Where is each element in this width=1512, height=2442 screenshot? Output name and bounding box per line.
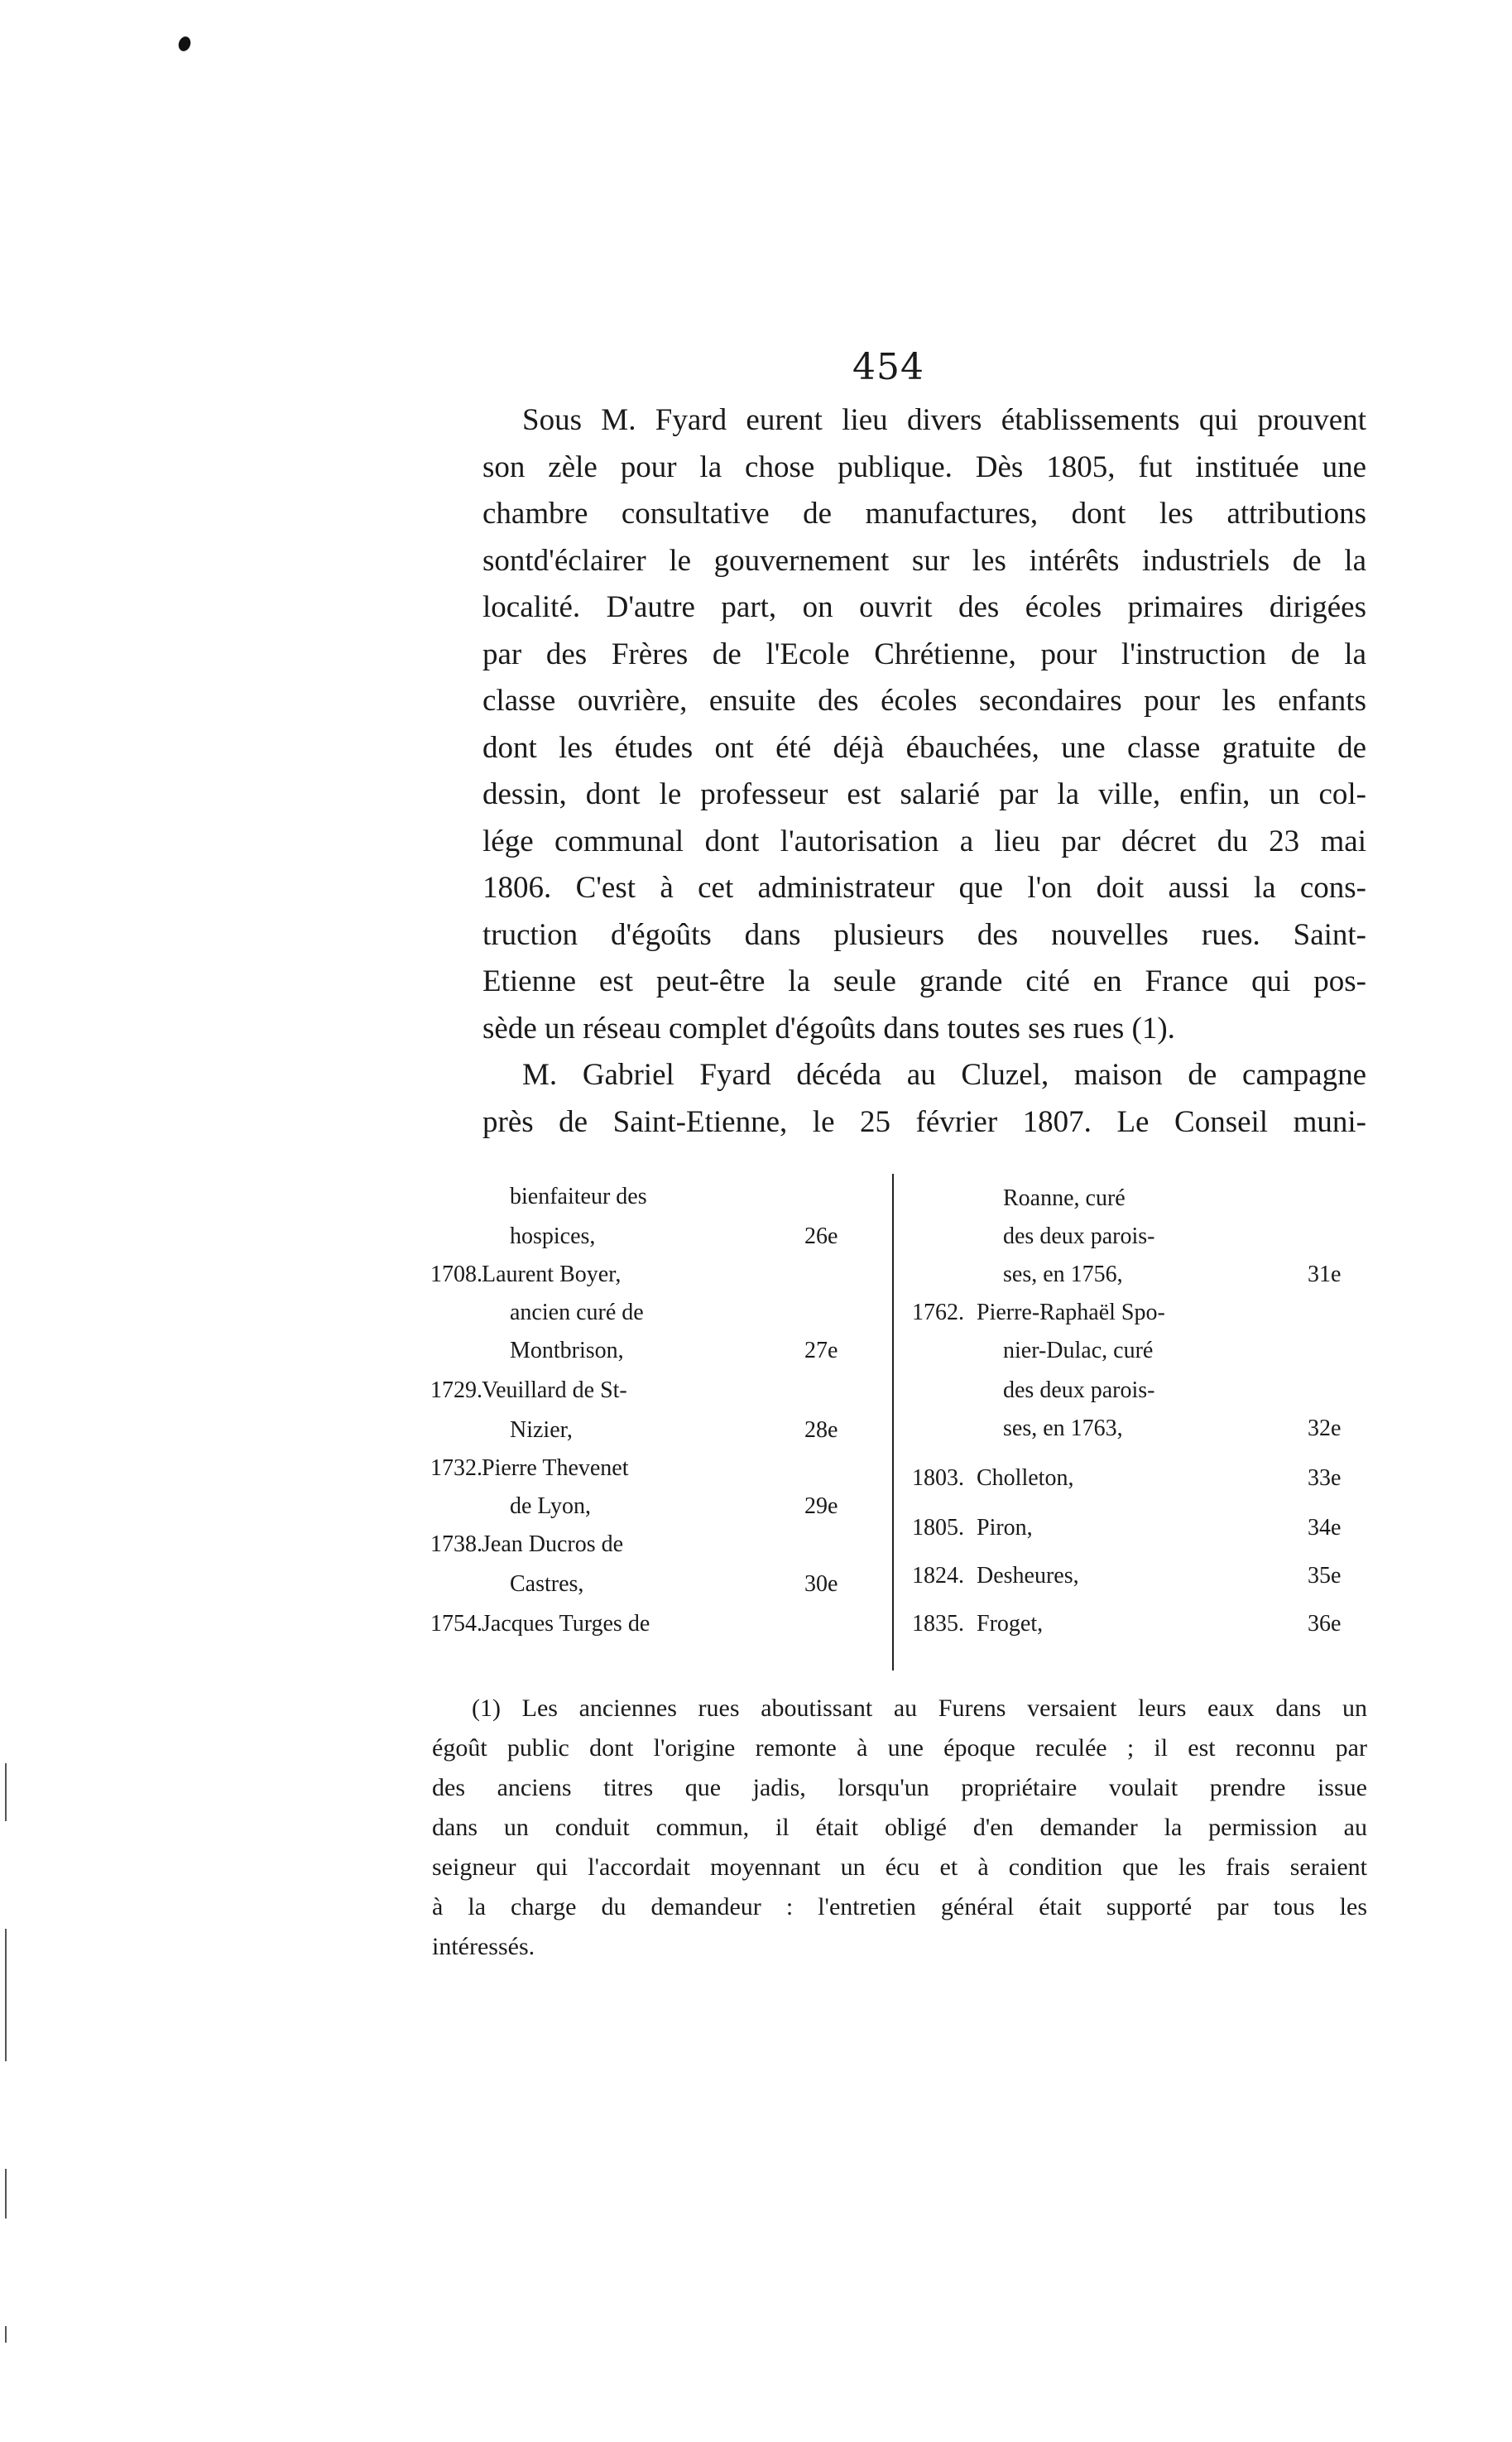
body-line: classe ouvrière, ensuite des écoles secondaires pour les enfants [482,684,1366,718]
body-line: 1806. C'est à cet administrateur que l'on doit aussi la cons- [482,871,1366,905]
entry-text: Desheures, [977,1563,1079,1589]
footnote-line: dans un conduit commun, il était obligé d'en demander la permission au [432,1814,1367,1841]
entry-rank: 32e [1308,1416,1342,1441]
footnote-line: égoût public dont l'origine remonte à une époque reculée ; il est reconnu par [432,1734,1367,1762]
footnote-line: à la charge du demandeur : l'entretien général était supporté par tous les [432,1893,1367,1920]
entry-rank: 27e [804,1338,838,1363]
body-line: son zèle pour la chose publique. Dès 1805, fut instituée une [482,449,1366,484]
body-line: lége communal dont l'autorisation a lieu par décret du 23 mai [482,824,1366,858]
entry-year: 1754. [430,1611,482,1637]
entry-rank: 26e [804,1223,838,1249]
body-line: près de Saint-Etienne, le 25 février 1807. Le Conseil muni- [482,1104,1366,1139]
entry-text: Montbrison, [510,1338,624,1363]
entry-rank: 33e [1308,1465,1342,1491]
entry-text: hospices, [510,1223,596,1249]
entry-rank: 31e [1308,1262,1342,1287]
entry-text: ancien curé de [510,1300,644,1325]
entry-year: 1738. [430,1531,482,1557]
margin-tick [5,2169,7,2218]
entry-rank: 30e [804,1571,838,1597]
entry-text: Veuillard de St- [482,1377,627,1403]
entry-text: Cholleton, [977,1465,1074,1491]
margin-tick [5,2326,7,2343]
entry-rank: 29e [804,1493,838,1519]
body-line: Etienne est peut-être la seule grande cité en France qui pos- [482,964,1366,998]
entry-text: des deux parois- [1003,1377,1155,1403]
entry-text: Pierre Thevenet [482,1455,629,1481]
body-line: sède un réseau complet d'égoûts dans toutes ses rues (1). [482,1011,1175,1046]
body-line: dont les études ont été déjà ébauchées, une classe gratuite de [482,730,1366,765]
entry-rank: 28e [804,1417,838,1443]
entry-text: Froget, [977,1611,1044,1637]
entry-text: Pierre-Raphaël Spo- [977,1300,1165,1325]
entry-text: Laurent Boyer, [482,1262,622,1287]
body-paragraphs [482,397,1366,1146]
entry-year: 1835. [912,1611,964,1637]
entry-text: de Lyon, [510,1493,591,1519]
cure-list-table [430,1174,1374,1670]
entry-year: 1732. [430,1455,482,1481]
body-line: M. Gabriel Fyard décéda au Cluzel, maison de campagne [522,1058,1366,1092]
column-divider [892,1174,894,1670]
body-line: sontd'éclairer le gouvernement sur les intérêts industriels de la [482,543,1366,578]
body-line: chambre consultative de manufactures, dont les attributions [482,497,1366,531]
footnote-line: seigneur qui l'accordait moyennant un écu et à condition que les frais seraient [432,1853,1367,1881]
entry-text: Nizier, [510,1417,573,1443]
margin-tick [5,1929,7,2061]
entry-year: 1803. [912,1465,964,1491]
entry-text: Jean Ducros de [482,1531,624,1557]
body-line: dessin, dont le professeur est salarié par la ville, enfin, un col- [482,777,1366,811]
footnote [432,1689,1367,1967]
entry-text: des deux parois- [1003,1223,1155,1249]
entry-rank: 36e [1308,1611,1342,1637]
ink-mark [176,35,192,53]
entry-rank: 35e [1308,1563,1342,1589]
entry-year: 1762. [912,1300,964,1325]
entry-text: bienfaiteur des [510,1184,647,1209]
footnote-line: des anciens titres que jadis, lorsqu'un propriétaire voulait prendre issue [432,1774,1367,1801]
footnote-line: intéressés. [432,1933,535,1960]
entry-text: ses, en 1763, [1003,1416,1123,1441]
entry-text: nier-Dulac, curé [1003,1338,1154,1363]
entry-year: 1729. [430,1377,482,1403]
body-line: truction d'égoûts dans plusieurs des nouvelles rues. Saint- [482,917,1366,952]
entry-text: Piron, [977,1515,1033,1541]
entry-year: 1805. [912,1515,964,1541]
body-line: Sous M. Fyard eurent lieu divers établissements qui prouvent [522,403,1366,437]
body-line: localité. D'autre part, on ouvrit des écoles primaires dirigées [482,590,1366,624]
entry-text: Roanne, curé [1003,1185,1126,1211]
body-line: par des Frères de l'Ecole Chrétienne, pour l'instruction de la [482,637,1366,671]
page-number: 454 [852,346,924,388]
entry-year: 1708. [430,1262,482,1287]
entry-text: Jacques Turges de [482,1611,650,1637]
entry-text: ses, en 1756, [1003,1262,1123,1287]
entry-year: 1824. [912,1563,964,1589]
footnote-line: (1) Les anciennes rues aboutissant au Furens versaient leurs eaux dans un [472,1694,1367,1722]
entry-text: Castres, [510,1571,584,1597]
margin-tick [5,1763,7,1821]
entry-rank: 34e [1308,1515,1342,1541]
